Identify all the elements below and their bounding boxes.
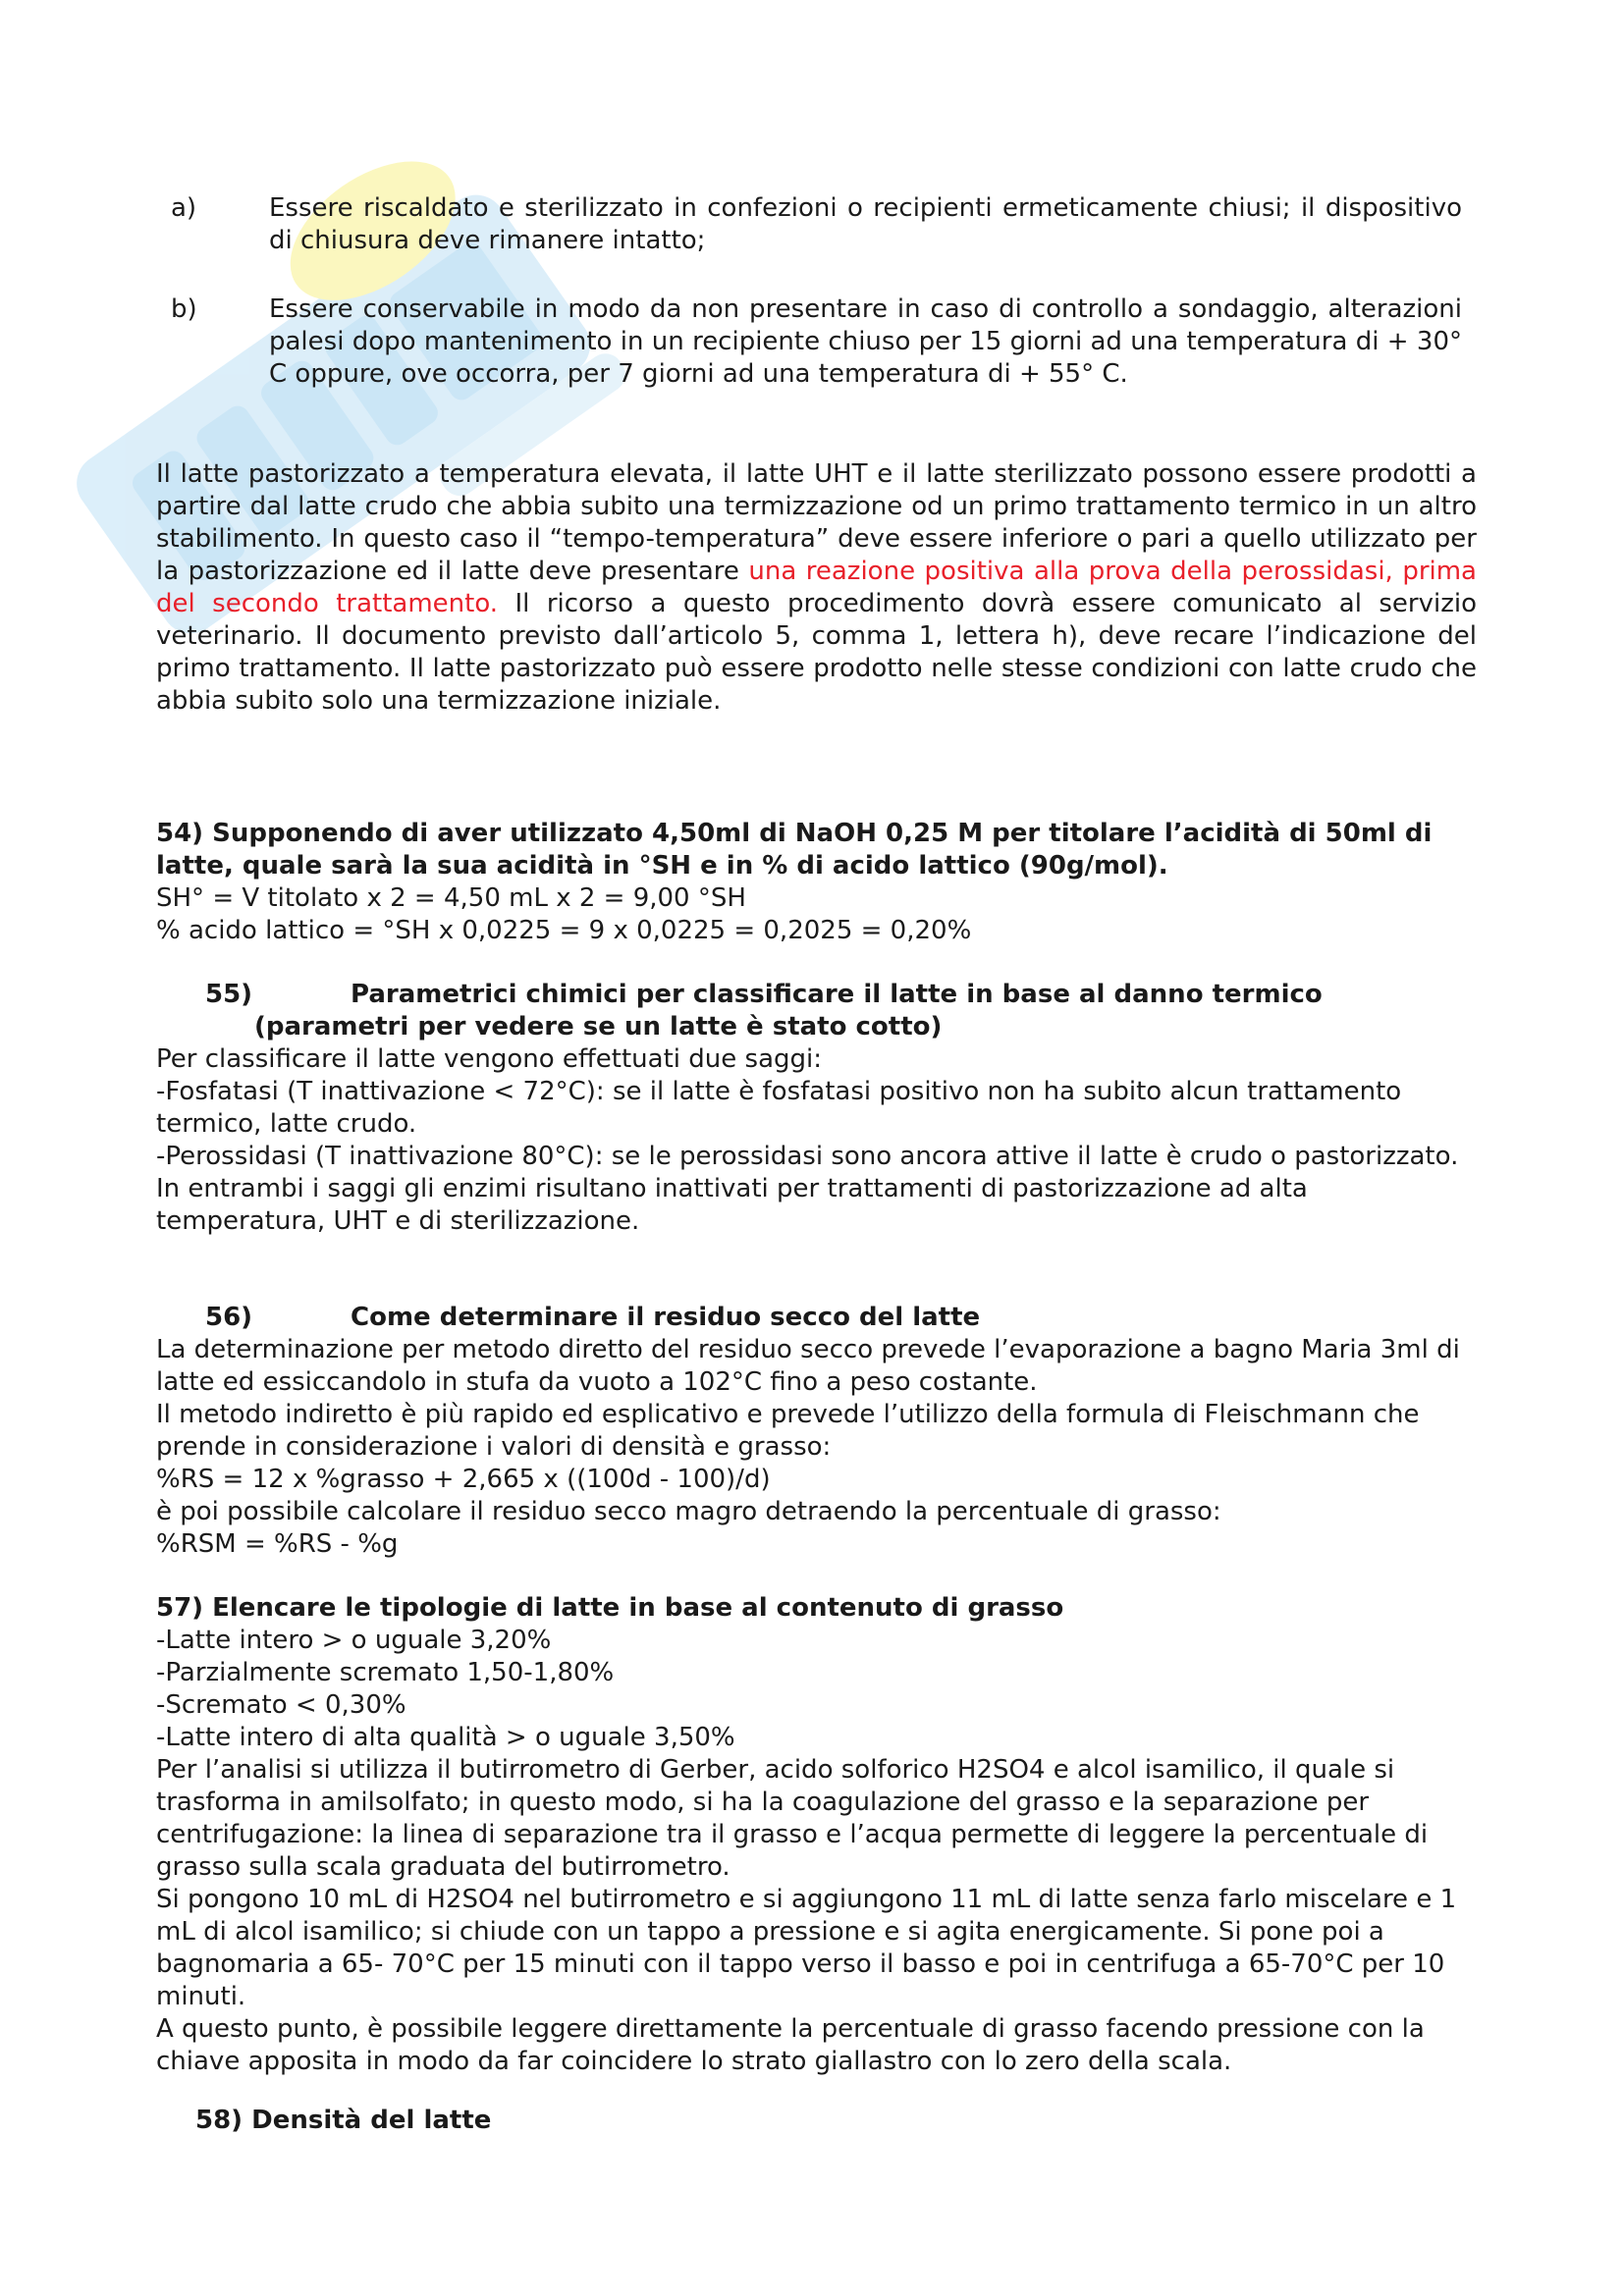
section-55-number: 55) (205, 980, 253, 1009)
section-58-heading: 58) Densità del latte (195, 2106, 492, 2135)
section-55-heading: Parametrici chimici per classificare il latte in base al danno termico (351, 980, 1323, 1009)
intro-text-2: Il ricorso a questo procedimento dovrà essere comunicato al servizio veterinario. Il documento previsto dall’articolo 5, comma 1, lettera h), deve recare l’indicazione del primo trattamento. Il latte pastorizzato può essere prodotto nelle stesse condizioni con latte crudo che abbia subito solo una termizzazione iniziale. (156, 589, 1477, 716)
section-55-line: Per classificare il latte vengono effettuati due saggi: (156, 1044, 822, 1074)
section-56-formula: %RSM = %RS - %g (156, 1529, 399, 1559)
intro-paragraph (156, 458, 1477, 718)
section-55-subheading: (parametri per vedere se un latte è stato cotto) (254, 1012, 943, 1041)
section-57-line: -Latte intero di alta qualità > o uguale 3,50% (156, 1723, 735, 1752)
section-56-body (156, 1334, 1477, 1561)
section-54-line-1: SH° = V titolato x 2 = 4,50 mL x 2 = 9,00 °SH (156, 883, 746, 913)
intro-highlight: una reazione positiva alla prova della perossidasi, prima del secondo trattamento. (156, 557, 1477, 618)
section-57-line: -Scremato < 0,30% (156, 1690, 406, 1720)
section-54-heading: 54) Supponendo di aver utilizzato 4,50ml di NaOH 0,25 M per titolare l’acidità di 50ml di latte, quale sarà la sua acidità in °SH e in % di acido lattico (90g/mol). (156, 819, 1433, 881)
section-55-body (156, 1043, 1477, 1238)
section-55-line: -Perossidasi (T inattivazione 80°C): se le perossidasi sono ancora attive il latte è crudo o pastorizzato. (156, 1142, 1459, 1171)
section-57-body (156, 1625, 1477, 2078)
section-54-line-2: % acido lattico = °SH x 0,0225 = 9 x 0,0225 = 0,2025 = 0,20% (156, 916, 972, 945)
section-57-line: -Parzialmente scremato 1,50-1,80% (156, 1658, 615, 1687)
section-57-line: Per l’analisi si utilizza il butirrometro di Gerber, acido solforico H2SO4 e alcol isamilico, il quale si trasforma in amilsolfato; in questo modo, si ha la coagulazione del grasso e la separazione per centrifugazione: la linea di separazione tra il grasso e l’acqua permette di leggere la percentuale di grasso sulla scala graduata del butirrometro. (156, 1755, 1429, 1882)
intro-text-1: Il latte pastorizzato a temperatura elevata, il latte UHT e il latte sterilizzato possono essere prodotti a partire dal latte crudo che abbia subito una termizzazione od un primo trattamento termico in un altro stabilimento. In questo caso il “tempo-temperatura” deve essere inferiore o pari a quello utilizzato per la pastorizzazione ed il latte deve presentare (156, 459, 1477, 586)
section-56-heading: Come determinare il residuo secco del latte (351, 1303, 981, 1332)
section-56-formula: %RS = 12 x %grasso + 2,665 x ((100d - 100)/d) (156, 1465, 771, 1494)
list-label-b: b) (171, 294, 197, 324)
list-label-a: a) (171, 193, 197, 223)
section-55-line: -Fosfatasi (T inattivazione < 72°C): se il latte è fosfatasi positivo non ha subito alcun trattamento termico, latte crudo. (156, 1077, 1402, 1139)
section-56-line: Il metodo indiretto è più rapido ed esplicativo e prevede l’utilizzo della formula di Fleischmann che prende in considerazione i valori di densità e grasso: (156, 1400, 1420, 1462)
section-55-line: In entrambi i saggi gli enzimi risultano inattivati per trattamenti di pastorizzazione ad alta temperatura, UHT e di sterilizzazione. (156, 1174, 1308, 1236)
section-57-line: -Latte intero > o uguale 3,20% (156, 1626, 552, 1655)
list-text-a: Essere riscaldato e sterilizzato in confezioni o recipienti ermeticamente chiusi; il dispositivo di chiusura deve rimanere intatto; (269, 193, 1462, 255)
section-57-heading: 57) Elencare le tipologie di latte in base al contenuto di grasso (156, 1593, 1064, 1623)
section-57-line: Si pongono 10 mL di H2SO4 nel butirrometro e si aggiungono 11 mL di latte senza farlo miscelare e 1 mL di alcol isamilico; si chiude con un tappo a pressione e si agita energicamente. Si pone poi a bagnomaria a 65- 70°C per 15 minuti con il tappo verso il basso e poi in centrifuga a 65-70°C per 10 minuti. (156, 1885, 1457, 2011)
section-56-line: La determinazione per metodo diretto del residuo secco prevede l’evaporazione a bagno Maria 3ml di latte ed essiccandolo in stufa da vuoto a 102°C fino a peso costante. (156, 1335, 1460, 1397)
section-56-number: 56) (205, 1303, 253, 1332)
list-text-b: Essere conservabile in modo da non presentare in caso di controllo a sondaggio, alterazioni palesi dopo mantenimento in un recipiente chiuso per 15 giorni ad una temperatura di + 30° C oppure, ove occorra, per 7 giorni ad una temperatura di + 55° C. (269, 294, 1462, 389)
section-57-line: A questo punto, è possibile leggere direttamente la percentuale di grasso facendo pressione con la chiave apposita in modo da far coincidere lo strato giallastro con lo zero della scala. (156, 2014, 1425, 2076)
section-56-line: è poi possibile calcolare il residuo secco magro detraendo la percentuale di grasso: (156, 1497, 1221, 1526)
